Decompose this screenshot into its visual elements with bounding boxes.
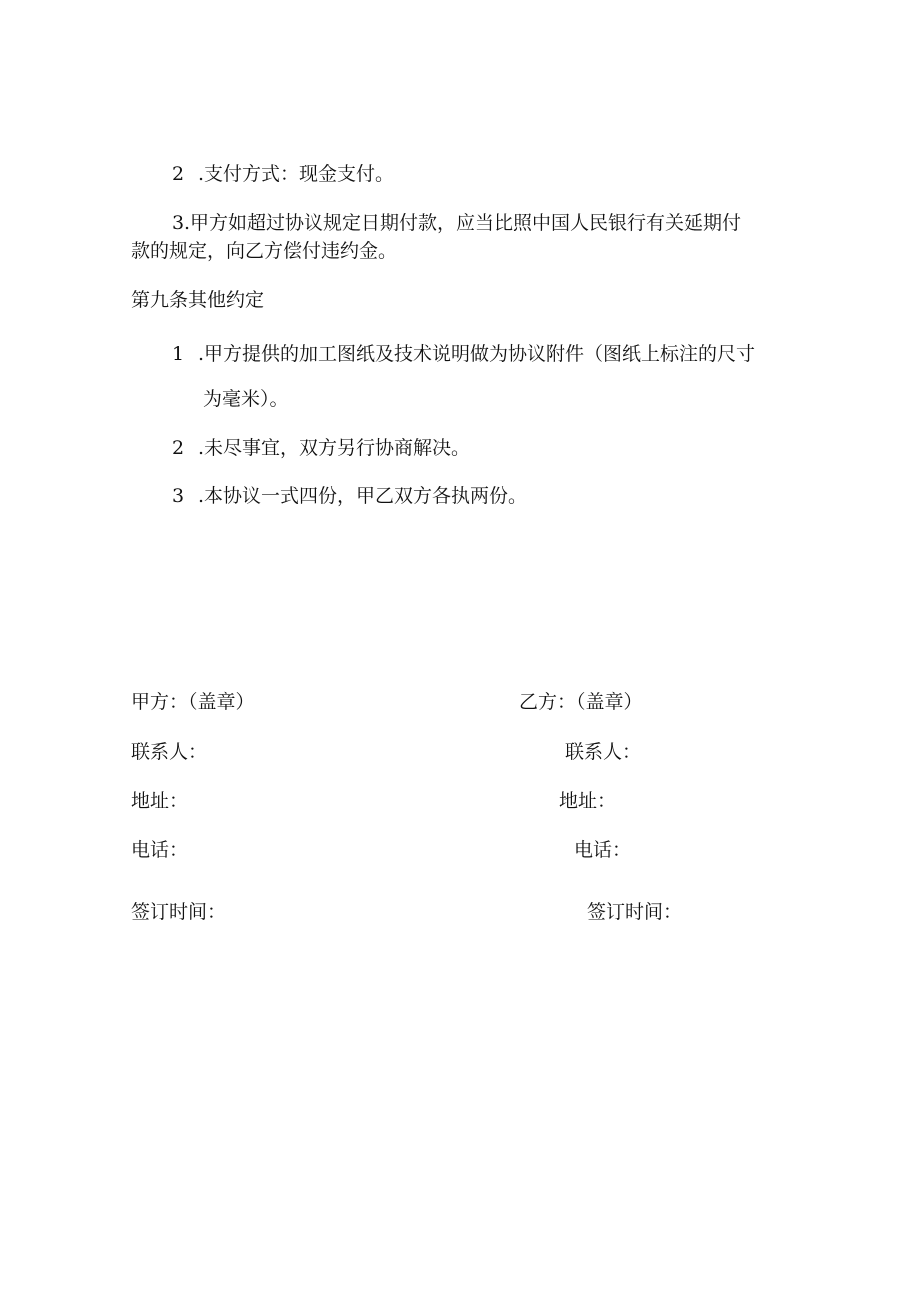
item-text: .甲方如超过协议规定日期付款，应当比照中国人民银行有关延期付 bbox=[184, 212, 742, 234]
party-b-sign-date: 签订时间： bbox=[587, 901, 683, 923]
item-number: 2 bbox=[172, 437, 185, 459]
item-number: 1 bbox=[172, 343, 185, 365]
article-9-heading bbox=[131, 288, 264, 312]
section-heading: 第九条其他约定 bbox=[131, 289, 265, 311]
article-9-item-1-line1 bbox=[172, 342, 755, 366]
article-9-item-2 bbox=[172, 436, 470, 460]
party-a-address: 地址： bbox=[131, 790, 189, 812]
party-a-phone: 电话： bbox=[131, 839, 189, 861]
party-b-contact: 联系人： bbox=[565, 741, 642, 763]
payment-item-2 bbox=[172, 162, 394, 186]
party-a-seal: 甲方：（盖章） bbox=[131, 691, 255, 713]
article-9-item-1-line2 bbox=[203, 387, 289, 411]
item-number: 3 bbox=[172, 485, 185, 507]
party-b-phone: 电话： bbox=[574, 839, 632, 861]
article-9-item-3 bbox=[172, 484, 527, 508]
party-a-contact: 联系人： bbox=[131, 741, 208, 763]
item-text: .甲方提供的加工图纸及技术说明做为协议附件（图纸上标注的尺寸 bbox=[198, 343, 756, 365]
item-text: .未尽事宜，双方另行协商解决。 bbox=[198, 437, 471, 459]
item-number: 2 bbox=[172, 163, 185, 185]
item-text-continued: 为毫米）。 bbox=[203, 388, 289, 410]
payment-item-3-line2 bbox=[131, 239, 397, 263]
party-a-sign-date: 签订时间： bbox=[131, 901, 227, 923]
party-b-seal: 乙方：（盖章） bbox=[519, 691, 643, 713]
item-text: .支付方式：现金支付。 bbox=[198, 163, 395, 185]
payment-item-3-line1 bbox=[172, 211, 741, 235]
party-b-address: 地址： bbox=[559, 790, 617, 812]
item-text-continued: 款的规定，向乙方偿付违约金。 bbox=[131, 240, 398, 262]
item-text: .本协议一式四份，甲乙双方各执两份。 bbox=[198, 485, 528, 507]
item-number: 3 bbox=[172, 212, 185, 234]
